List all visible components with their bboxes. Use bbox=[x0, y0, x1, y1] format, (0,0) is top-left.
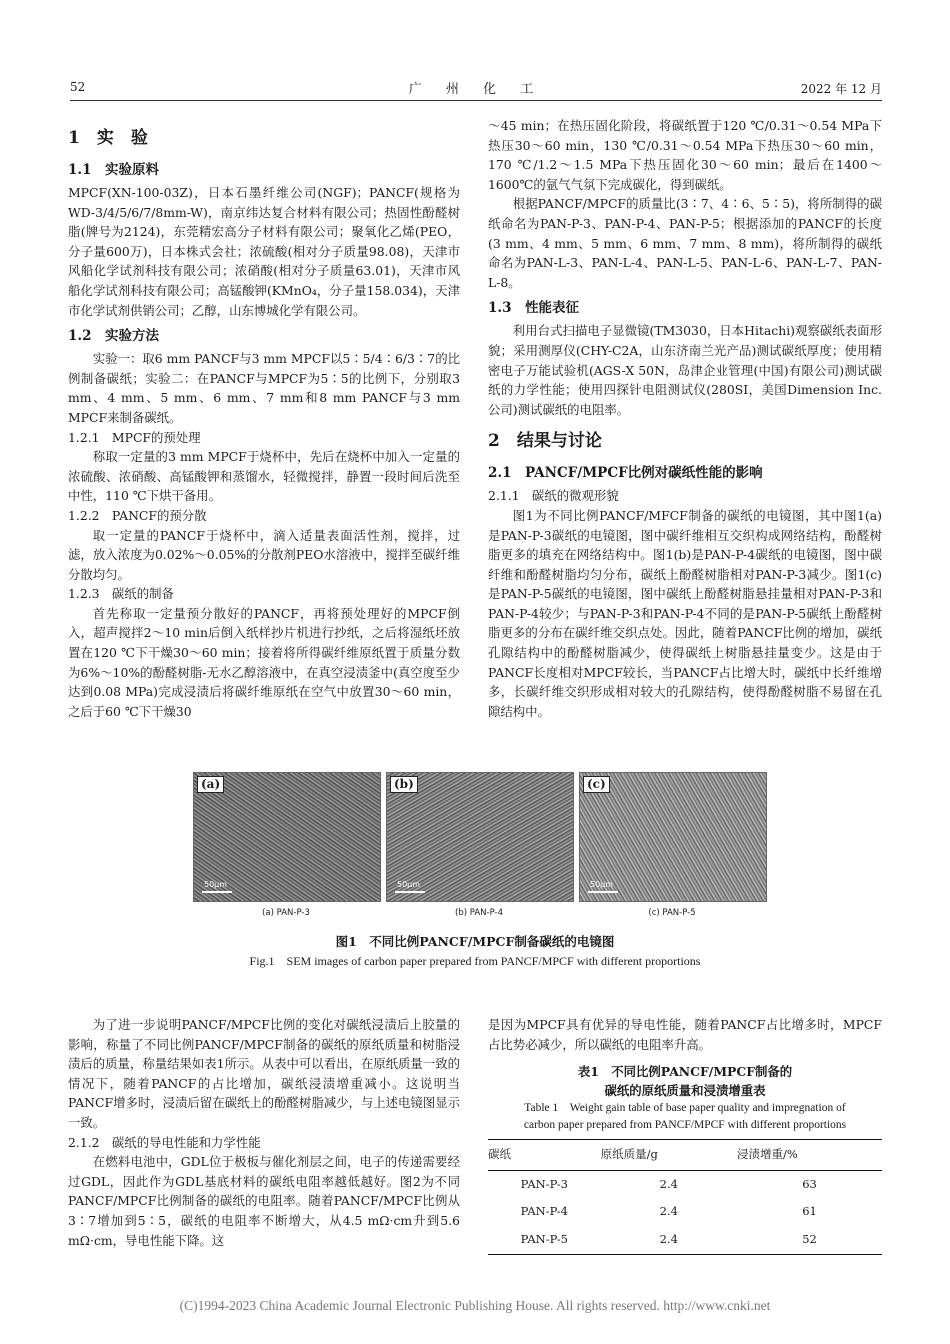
right-column-top bbox=[488, 116, 882, 721]
section-1-2-1-heading: 1.2.1 MPCF的预处理 bbox=[68, 429, 201, 445]
weight-gain-paragraph: 为了进一步说明PANCF/MPCF比例的变化对碳纸浸渍后上胶量的影响，称量了不同比例PANCF/MPCF制备的碳纸的原纸质量和树脂浸渍后的质量，称量结果如表1所示。从表中可以看出，在原纸质量一致的情况下，随着PANCF的占比增加，碳纸浸渍增重减小。这说明当PANCF增多时，浸渍后留在碳纸上的酚醛树脂减少，与上述电镜图显示一致。 bbox=[68, 1017, 461, 1130]
table-header-cell: 碳纸 bbox=[488, 1140, 601, 1171]
table-cell: 2.4 bbox=[601, 1226, 737, 1254]
scale-bar-label-a: 50μm bbox=[204, 880, 228, 889]
sem-image-c bbox=[579, 772, 767, 902]
subcaption-a: (a) PAN-P-3 bbox=[262, 908, 310, 918]
running-header bbox=[70, 78, 882, 101]
table-cell: 2.4 bbox=[659, 1204, 678, 1219]
conductivity-paragraph: 在燃料电池中，GDL位于极板与催化剂层之间，电子的传递需要经过GDL，因此作为GDL基底材料的碳纸电阻率越低越好。图2为不同PANCF/MPCF比例制备的碳纸的电阻率。随着PANCF/MPCF比例从3∶7增加到5∶5，碳纸的电阻率不断增大，从4.5 mΩ·cm升到5.6 mΩ·cm，导电性能下降。这 bbox=[68, 1154, 460, 1248]
table-caption-cn-line1: 表1 不同比例PANCF/MPCF制备的 bbox=[577, 1064, 793, 1080]
table-header-row bbox=[488, 1140, 882, 1171]
pancf-dispersion-paragraph: 取一定量的PANCF于烧杯中，滴入适量表面活性剂，搅拌，过滤，放入浓度为0.02%～0.05%的分散剂PEO水溶液中，搅拌至碳纤维分散均匀。 bbox=[68, 527, 460, 582]
carbon-paper-prep-paragraph: 首先称取一定量预分散好的PANCF，再将预处理好的MPCF倒入，超声搅拌2～10 min后倒入纸样抄片机进行抄纸，之后将湿纸坯放置在120 ℃下干燥30～60 min；接着将所得碳纤维原纸置于质量分数为6%～10%的酚醛树脂-无水乙醇溶液中，在真空浸渍釜中(真空度至少达到0.08 MPa)完成浸渍后将碳纤维原纸在空气中放置30～60 min，之后于60 ℃下干燥30 bbox=[68, 605, 460, 719]
mpcf-pretreatment-paragraph: 称取一定量的3 mm MPCF于烧杯中，先后在烧杯中加入一定量的浓硫酸、浓硝酸、高锰酸钾和蒸馏水，轻微搅拌，静置一段时间后洗至中性，110 ℃下烘干备用。 bbox=[68, 449, 460, 504]
section-1-2-3-heading: 1.2.3 碳纸的制备 bbox=[68, 586, 174, 602]
table-header-cell: 原纸质量/g bbox=[601, 1140, 737, 1171]
section-1-2-2-heading: 1.2.2 PANCF的预分散 bbox=[68, 507, 207, 523]
table-cell: 63 bbox=[802, 1176, 817, 1191]
section-2-1-2-heading: 2.1.2 碳纸的导电性能和力学性能 bbox=[68, 1134, 261, 1150]
section-1-1-heading: 1.1 实验原料 bbox=[68, 162, 159, 178]
table-cell: 52 bbox=[737, 1226, 882, 1254]
panel-label-b: (b) bbox=[390, 776, 418, 793]
materials-paragraph: MPCF(XN-100-03Z)，日本石墨纤维公司(NGF)；PANCF(规格为WD-3/4/5/6/7/8mm-W)，南京纬达复合材料有限公司；热固性酚醛树脂(牌号为2124)，东莞精宏高分子材料有限公司；聚氧化乙烯(PEO，分子量600万)，日本株式会社；浓硫酸(相对分子质量98.08)，天津市风船化学试剂科技有限公司；浓硝酸(相对分子质量63.01)，天津市风船化学试剂科技有限公司；高锰酸钾(KMnO₄，分子量158.034)，天津市化学试剂供销公司；乙醇，山东博城化学有限公司。 bbox=[68, 185, 460, 318]
section-1-3-heading: 1.3 性能表征 bbox=[488, 300, 579, 317]
scale-bar-label-c: 50μm bbox=[590, 880, 614, 889]
sem-image-b bbox=[386, 772, 574, 902]
table-header-cell: 浸渍增重/% bbox=[737, 1140, 882, 1171]
table-caption-cn-line2: 碳纸的原纸质量和浸渍增重表 bbox=[604, 1083, 766, 1099]
table-row bbox=[488, 1226, 882, 1254]
table-row bbox=[488, 1170, 882, 1198]
characterization-paragraph: 利用台式扫描电子显微镜(TM3030，日本Hitachi)观察碳纸表面形貌；采用测厚仪(CHY-C2A，山东济南兰光产品)测试碳纸厚度；使用精密电子万能试验机(AGS-X 50N，岛津企业管理(中国)有限公司)测试碳纸的力学性能；使用四探针电阻测试仪(280SI，美国Dimension Inc.公司)测试碳纸的电阻率。 bbox=[488, 323, 882, 417]
weight-gain-table bbox=[488, 1139, 882, 1254]
left-column-bottom bbox=[68, 1015, 460, 1250]
sem-image-a bbox=[193, 772, 381, 902]
panel-label-a: (a) bbox=[197, 776, 224, 793]
scale-bar-label-b: 50μm bbox=[397, 880, 421, 889]
table-cell: 61 bbox=[802, 1204, 817, 1219]
naming-paragraph: 根据PANCF/MPCF的质量比(3∶7、4∶6、5∶5)，将所制得的碳纸命名为PAN-P-3、PAN-P-4、PAN-P-5；根据添加的PANCF的长度(3 mm、4 mm、5 mm、6 mm、7 mm、8 mm)，将所制得的碳纸命名为PAN-L-3、PAN-L-4、PAN-L-5、PAN-L-6、PAN-L-7、PAN-L-8。 bbox=[488, 196, 882, 290]
section-2-heading: 2 结果与讨论 bbox=[488, 431, 602, 452]
scale-bar-b bbox=[395, 891, 425, 893]
copyright-footer: (C)1994-2023 China Academic Journal Electronic Publishing House. All rights reserved. http://www.cnki.net bbox=[179, 1298, 771, 1313]
subcaption-c: (c) PAN-P-5 bbox=[648, 908, 696, 918]
right-column-bottom bbox=[488, 1015, 882, 1255]
figure-caption-cn: 图1 不同比例PANCF/MPCF制备碳纸的电镜图 bbox=[335, 934, 615, 949]
subcaption-b: (b) PAN-P-4 bbox=[455, 908, 503, 918]
section-1-heading: 1 实 验 bbox=[68, 128, 148, 148]
table-cell: PAN-P-5 bbox=[488, 1226, 601, 1254]
issue-date: 2022 年 12 月 bbox=[800, 82, 882, 96]
table-row bbox=[488, 1198, 882, 1226]
section-2-1-heading: 2.1 PANCF/MPCF比例对碳纸性能的影响 bbox=[488, 465, 763, 482]
prep-continued-paragraph: ～45 min；在热压固化阶段，将碳纸置于120 ℃/0.31～0.54 MPa下热压30～60 min，130 ℃/0.31～0.54 MPa下热压30～60 min，170 ℃/1.2～1.5 MPa下热压固化30～60 min；最后在1400～1600℃的氩气气氛下完成碳化，得到碳纸。 bbox=[488, 118, 882, 192]
methods-paragraph: 实验一：取6 mm PANCF与3 mm MPCF以5∶5/4∶6/3∶7的比例制备碳纸；实验二：在PANCF与MPCF为5∶5的比例下，分别取3 mm、4 mm、5 mm、6 mm、7 mm和8 mm PANCF与3 mm MPCF来制备碳纸。 bbox=[68, 351, 460, 425]
table-caption-en-line2: carbon paper prepared from PANCF/MPCF with different proportions bbox=[523, 1119, 847, 1132]
figure-1 bbox=[0, 772, 950, 972]
page-number: 52 bbox=[70, 80, 86, 94]
table-cell: PAN-P-3 bbox=[520, 1176, 568, 1191]
section-2-1-1-heading: 2.1.1 碳纸的微观形貌 bbox=[488, 488, 619, 504]
resistivity-continued-paragraph: 是因为MPCF具有优异的导电性能，随着PANCF占比增多时，MPCF占比势必减少，所以碳纸的电阻率升高。 bbox=[488, 1017, 882, 1052]
table-cell: 2.4 bbox=[659, 1176, 678, 1191]
journal-title: 广 州 化 工 bbox=[408, 82, 544, 97]
panel-label-c: (c) bbox=[583, 776, 610, 793]
section-1-2-heading: 1.2 实验方法 bbox=[68, 328, 159, 345]
sem-discussion-paragraph: 图1为不同比例PANCF/MFCF制备的碳纸的电镜图，其中图1(a)是PAN-P-3碳纸的电镜图，图中碳纤维相互交织构成网络结构，酚醛树脂更多的填充在网络结构中。图1(b)是PAN-P-4碳纸的电镜图，图中碳纤维和酚醛树脂均匀分布，碳纸上酚醛树脂相对PAN-P-3减少。图1(c)是PAN-P-5碳纸的电镜图，图中碳纸上酚醛树脂悬挂量相对PAN-P-3和PAN-P-4较少；与PAN-P-3和PAN-P-4不同的是PAN-P-5碳纸上酚醛树脂更多的分布在碳纤维交织点处。因此，随着PANCF比例的增加，碳纸孔隙结构中的酚醛树脂减少，使得碳纸上树脂悬挂量变少。这是由于PANCF长度相对MPCF较长，当PANCF占比增大时，碳纸中长纤维增多，长碳纤维交织形成相对较大的孔隙结构，使得酚醛树脂不易留在孔隙结构中。 bbox=[488, 507, 882, 719]
table-caption-en-line1: Table 1 Weight gain table of base paper quality and impregnation of bbox=[524, 1102, 846, 1115]
figure-caption-en: Fig.1 SEM images of carbon paper prepared from PANCF/MPCF with different proportions bbox=[249, 954, 701, 968]
left-column-top bbox=[68, 116, 460, 721]
table-cell: PAN-P-4 bbox=[520, 1204, 568, 1219]
scale-bar-a bbox=[202, 891, 232, 893]
scale-bar-c bbox=[588, 891, 618, 893]
